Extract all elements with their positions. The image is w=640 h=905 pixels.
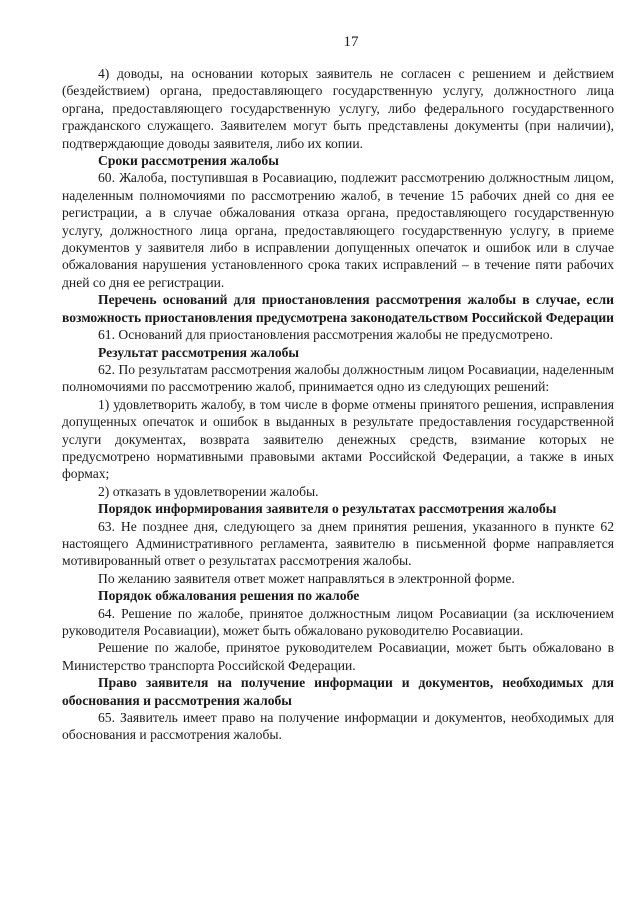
paragraph-65: 65. Заявитель имеет право на получение информации и документов, необходимых для обоснования и рассмотрения жалобы. [62, 710, 614, 743]
paragraph-item-4-arguments: 4) доводы, на основании которых заявитель не согласен с решением и действием (бездействием) органа, предоставляющего государственную услугу, должностного лица органа, предоставляющего государственную услугу, либо федерального государственного гражданского служащего. Заявителем могут быть представлены документы (при наличии), подтверждающие доводы заявителя, либо их копии. [62, 66, 614, 151]
paragraph-64: 64. Решение по жалобе, принятое должностным лицом Росавиации (за исключением руководителя Росавиации), может быть обжаловано руководителю Росавиации. [62, 605, 614, 638]
paragraph-62-option-1: 1) удовлетворить жалобу, в том числе в форме отмены принятого решения, исправления допущенных опечаток и ошибок в выданных в результате предоставления государственной услуги документах, возврата заявителю денежных средств, взимание которых не предусмотрено нормативными правовыми актами Российской Федерации, а также в иных формах; [62, 396, 614, 482]
paragraph-63-electronic: По желанию заявителя ответ может направляться в электронной форме. [98, 570, 515, 586]
heading-appeal-procedure: Порядок обжалования решения по жалобе [98, 588, 360, 604]
paragraph-63: 63. Не позднее дня, следующего за днем принятия решения, указанного в пункте 62 настоящего Административного регламента, заявителю в письменной форме направляется мотивированный ответ о результатах рассмотрения жалобы. [62, 518, 614, 569]
heading-complaint-review-terms: Сроки рассмотрения жалобы [98, 153, 279, 169]
paragraph-64-ministry: Решение по жалобе, принятое руководителем Росавиации, может быть обжаловано в Министерство транспорта Российской Федерации. [62, 640, 614, 673]
paragraph-62: 62. По результатам рассмотрения жалобы должностным лицом Росавиации, наделенным полномочиями по рассмотрению жалоб, принимается одно из следующих решений: [62, 361, 614, 395]
heading-informing-applicant: Порядок информирования заявителя о результатах рассмотрения жалобы [98, 501, 557, 517]
paragraph-60: 60. Жалоба, поступившая в Росавиацию, подлежит рассмотрению должностным лицом, наделенным полномочиями по рассмотрению жалоб, в течение 15 рабочих дней со дня ее регистрации, а в случае обжалования отказа органа, предоставляющего государственную услугу, должностного лица органа, предоставляющего государственную услугу, в приеме документов у заявителя либо в исправлении допущенных опечаток и ошибок или в случае обжалования нарушения установленного срока таких исправлений – в течение пяти рабочих дней со дня ее регистрации. [62, 170, 614, 290]
heading-right-to-information: Право заявителя на получение информации и документов, необходимых для обоснования и рассмотрения жалобы [62, 675, 614, 708]
page-number: 17 [343, 34, 359, 50]
heading-suspension-grounds: Перечень оснований для приостановления рассмотрения жалобы в случае, если возможность приостановления предусмотрена законодательством Российской Федерации [62, 292, 615, 325]
paragraph-62-option-2: 2) отказать в удовлетворении жалобы. [98, 483, 319, 499]
paragraph-61: 61. Оснований для приостановления рассмотрения жалобы не предусмотрено. [98, 327, 553, 343]
heading-complaint-result: Результат рассмотрения жалобы [98, 344, 300, 360]
